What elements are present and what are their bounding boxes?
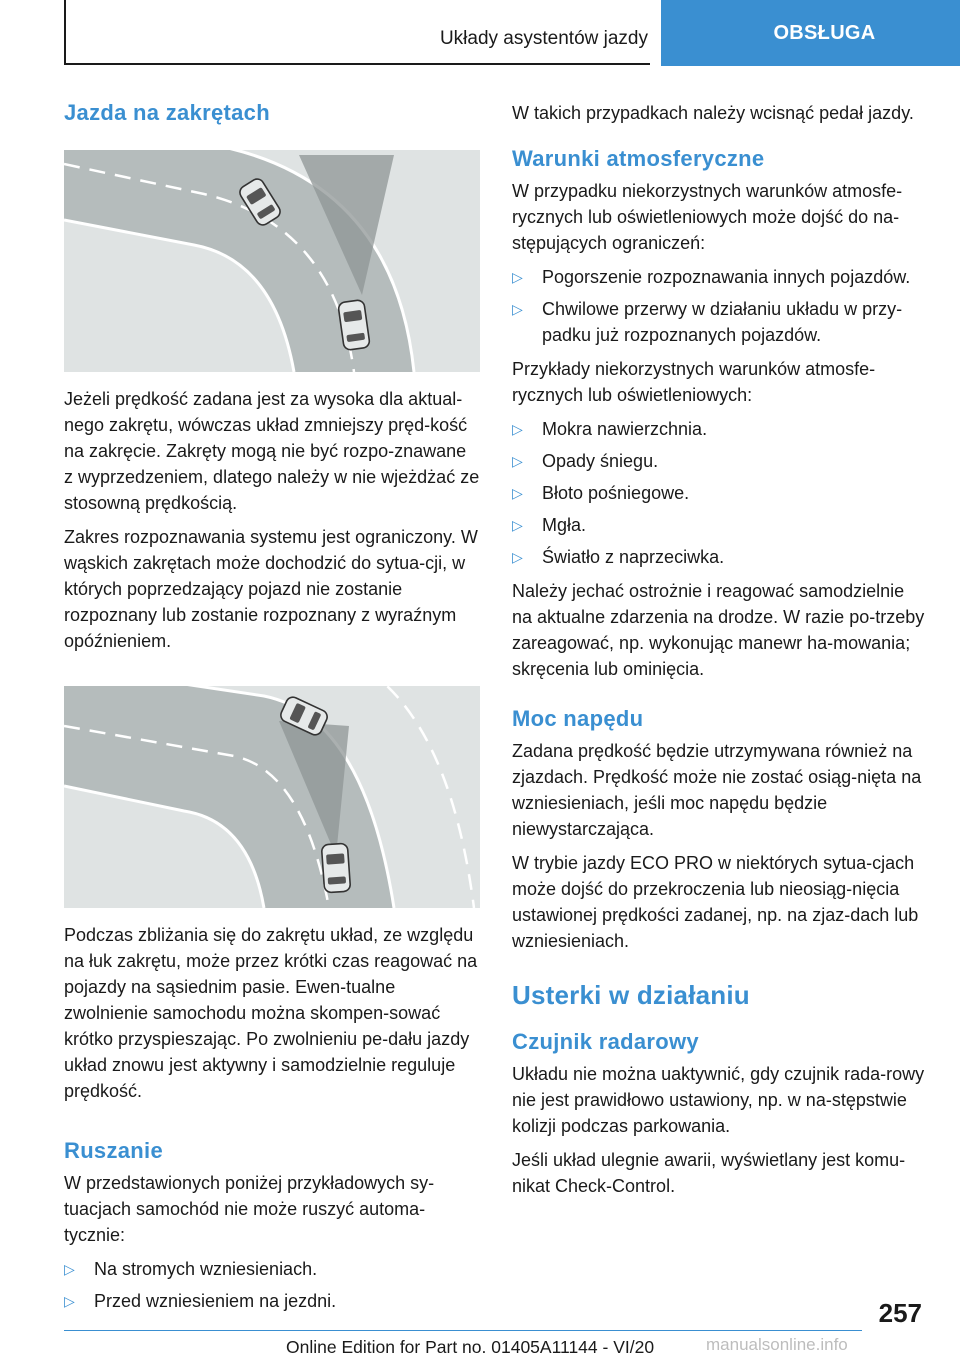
paragraph-radar-2: Jeśli układ ulegnie awarii, wyświetlany jest komu-nikat Check-Control. bbox=[512, 1150, 906, 1196]
paragraph-curves-3: Podczas zbliżania się do zakrętu układ, ze względu na łuk zakrętu, może przez krótki czas reagować na pojazdy na sąsiednim pasie. Ewen-tualne zwolnienie samochodu można skompen-sować krótko przyspieszając. Po zwolnieniu pe-dału jazdy układ znowu jest aktywny i samodzielnie reguluje prędkość. bbox=[64, 925, 478, 1101]
paragraph-weather-3: Należy jechać ostrożnie i reagować samodzielnie na aktualne zdarzenia na drodze. W razie po-trzeby zareagować, np. wykonując manewr ha-mowania; skręcenia lub ominięcia. bbox=[512, 581, 925, 679]
right-column bbox=[512, 100, 928, 1207]
triangle-bullet-icon: ▷ bbox=[512, 517, 523, 533]
paragraph-power-2: W trybie jazdy ECO PRO w niektórych sytua-cjach może dojść do przekroczenia lub nieosiąg-nięcia ustawionej prędkości zadanej, np. na zjaz-dach lub wzniesieniach. bbox=[512, 853, 919, 951]
heading-curves: Jazda na zakrętach bbox=[64, 100, 270, 125]
header-chapter-tab bbox=[661, 0, 960, 66]
figure-curve-2 bbox=[64, 686, 480, 908]
triangle-bullet-icon: ▷ bbox=[512, 301, 523, 317]
triangle-bullet-icon: ▷ bbox=[64, 1261, 75, 1277]
list-item: ▷ Światło z naprzeciwka. bbox=[512, 544, 928, 570]
figure-curve-1 bbox=[64, 150, 480, 372]
heading-faults: Usterki w działaniu bbox=[512, 980, 750, 1010]
heading-power: Moc napędu bbox=[512, 706, 644, 731]
footer-edition: Online Edition for Part no. 01405A11144 - VI/20 bbox=[286, 1337, 655, 1357]
heading-start: Ruszanie bbox=[64, 1138, 163, 1163]
car-icon-own-2 bbox=[321, 843, 350, 893]
list-item: ▷ Błoto pośniegowe. bbox=[512, 480, 928, 506]
list-item: ▷ Mgła. bbox=[512, 512, 928, 538]
list-item: ▷ Na stromych wzniesieniach. bbox=[64, 1256, 480, 1282]
header-section-title: Układy asystentów jazdy bbox=[439, 28, 648, 49]
paragraph-start: W przedstawionych poniżej przykładowych sy-tuacjach samochód nie może ruszyć automa-tycznie: bbox=[64, 1173, 435, 1245]
list-item: ▷ Chwilowe przerwy w działaniu układu w przy-padku już rozpoznanych pojazdów. bbox=[512, 296, 928, 348]
paragraph-curves-1: Jeżeli prędkość zadana jest za wysoka dla aktual-nego zakrętu, wówczas układ zmniejszy pręd-kość na zakręcie. Zakręty mogą nie być rozpo-znawane z wyprzedzeniem, dlatego należy w nie wjeżdżać ze stosowną prędkością. bbox=[64, 389, 480, 513]
list-item: ▷ Pogorszenie rozpoznawania innych pojazdów. bbox=[512, 264, 928, 290]
triangle-bullet-icon: ▷ bbox=[64, 1293, 75, 1309]
list-item: ▷ Mokra nawierzchnia. bbox=[512, 416, 928, 442]
list-start bbox=[64, 1256, 480, 1314]
header-chapter-label: OBSŁUGA bbox=[773, 21, 876, 44]
paragraph-radar-1: Układu nie można uaktywnić, gdy czujnik rada-rowy nie jest prawidłowo ustawiony, np. w na-stępstwie kolizji podczas parkowania. bbox=[512, 1064, 925, 1136]
header-rule-vertical bbox=[64, 0, 66, 64]
triangle-bullet-icon: ▷ bbox=[512, 549, 523, 565]
heading-radar: Czujnik radarowy bbox=[512, 1029, 699, 1054]
list-weather-examples bbox=[512, 416, 928, 570]
triangle-bullet-icon: ▷ bbox=[512, 485, 523, 501]
footer-rule bbox=[64, 1330, 862, 1331]
list-item: ▷ Opady śniegu. bbox=[512, 448, 928, 474]
heading-weather: Warunki atmosferyczne bbox=[512, 146, 765, 171]
list-weather-limits bbox=[512, 264, 928, 348]
left-column bbox=[64, 100, 480, 1322]
paragraph-curves-2: Zakres rozpoznawania systemu jest ograniczony. W wąskich zakrętach może dochodzić do sytua-cji, w których poprzedzający pojazd nie zostanie rozpoznany lub zostanie rozpoznany z wyraźnym opóźnieniem. bbox=[64, 527, 478, 651]
paragraph-power-1: Zadana prędkość będzie utrzymywana również na zjazdach. Prędkość może nie zostać osiąg-nięta na wzniesieniach, jeśli moc napędu będzie niewystarczająca. bbox=[512, 741, 922, 839]
page-number: 257 bbox=[878, 1298, 922, 1328]
triangle-bullet-icon: ▷ bbox=[512, 421, 523, 437]
triangle-bullet-icon: ▷ bbox=[512, 453, 523, 469]
list-item: ▷ Przed wzniesieniem na jezdni. bbox=[64, 1288, 480, 1314]
car-icon-own bbox=[338, 299, 370, 350]
triangle-bullet-icon: ▷ bbox=[512, 269, 523, 285]
watermark: manualsonline.info bbox=[706, 1335, 848, 1354]
paragraph-weather-2: Przykłady niekorzystnych warunków atmosfe-rycznych lub oświetleniowych: bbox=[512, 359, 876, 405]
header-rule-horizontal bbox=[64, 63, 650, 65]
paragraph-weather-1: W przypadku niekorzystnych warunków atmosfe-rycznych lub oświetleniowych może dojść do na-stępujących ograniczeń: bbox=[512, 181, 903, 253]
paragraph-pedal: W takich przypadkach należy wcisnąć pedał jazdy. bbox=[512, 103, 914, 123]
